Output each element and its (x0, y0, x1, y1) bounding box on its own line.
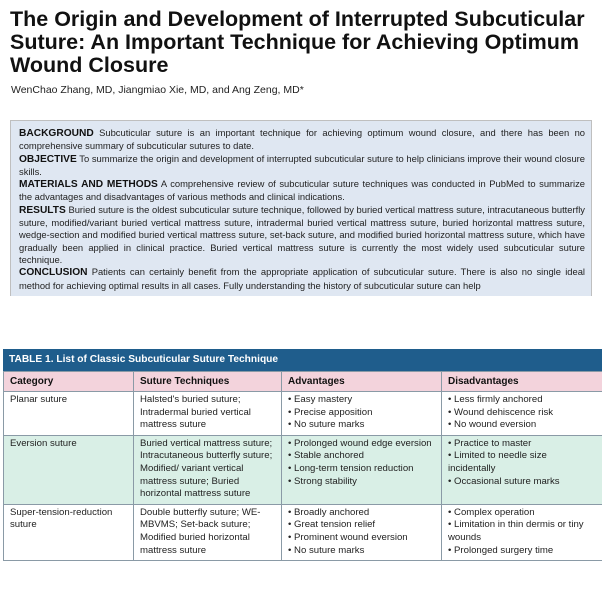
abstract-background (11, 121, 591, 153)
advantages-cell (282, 504, 442, 560)
disadvantage-item: • Occasional suture marks (448, 476, 596, 489)
advantage-item: • Easy mastery (288, 394, 435, 407)
disadvantage-item: • Complex operation (448, 507, 596, 520)
abstract-results (11, 204, 591, 266)
advantages-cell (282, 392, 442, 436)
abstract-heading: MATERIALS AND METHODS (19, 179, 158, 191)
techniques-cell: Halsted's buried suture; Intradermal buried vertical mattress suture (134, 392, 282, 436)
disadvantage-item: • No wound eversion (448, 419, 596, 432)
table-caption: TABLE 1. List of Classic Subcuticular Suture Technique (3, 349, 602, 371)
abstract-heading: CONCLUSION (19, 267, 88, 279)
abstract-text: Buried suture is the oldest subcuticular suture technique, followed by buried vertical mattress suture, intracutaneous butterfly suture, modified/variant buried vertical mattress suture, intradermal buried vertical mattress suture, buried horizontal mattress suture, wedge-section and modified buried vertical mattress suture, set-back suture, and modified buried horizontal mattress suture, which have gradually been applied in clinical practice. Buried vertical mattress suture is currently the most widely used subcuticular suture technique. (19, 203, 585, 265)
advantages-cell (282, 435, 442, 504)
table-header-row (4, 372, 603, 392)
header-category: Category (4, 372, 134, 392)
suture-technique-table (3, 371, 602, 561)
abstract-heading: RESULTS (19, 204, 66, 216)
disadvantage-item: • Wound dehiscence risk (448, 407, 596, 420)
abstract-text: A comprehensive review of subcuticular suture techniques was conducted in PubMed to summarize the advantages and disadvantages of various methods and clinical indications. (19, 178, 585, 203)
advantage-item: • Great tension relief (288, 519, 435, 532)
table-row (4, 392, 603, 436)
abstract-text: Subcuticular suture is an important technique for achieving optimum wound closure, and there has been no comprehensive summary of subcuticular sutures to date. (19, 127, 586, 152)
disadvantage-item: • Less firmly anchored (448, 394, 596, 407)
abstract-objective (11, 153, 591, 179)
abstract-conclusion (11, 266, 591, 292)
paper-title: The Origin and Development of Interrupted Subcuticular Suture: An Important Technique for Achieving Optimum Wound Closure (10, 7, 585, 77)
abstract-text: To summarize the origin and development of interrupted subcuticular suture to help clinicians improve their wound closure skills. (19, 152, 586, 177)
category-cell: Eversion suture (4, 435, 134, 504)
techniques-cell: Double butterfly suture; WE-MBVMS; Set-back suture; Modified buried horizontal mattress suture (134, 504, 282, 560)
advantage-item: • Precise apposition (288, 407, 435, 420)
category-cell: Super-tension-reduction suture (4, 504, 134, 560)
disadvantage-item: • Prolonged surgery time (448, 545, 596, 558)
advantage-item: • Stable anchored (288, 450, 435, 463)
abstract-heading: BACKGROUND (19, 128, 94, 139)
suture-table (3, 349, 602, 585)
disadvantages-cell (442, 435, 603, 504)
header-disadvantages: Disadvantages (442, 372, 603, 392)
table-row (4, 435, 603, 504)
header-techniques: Suture Techniques (134, 372, 282, 392)
advantage-item: • No suture marks (288, 545, 435, 558)
abstract-text: Patients can certainly benefit from the appropriate application of subcuticular suture. There is also no single ideal method for achieving optimal results in all cases. Fully understanding the history of subcuticular suture can help (19, 266, 585, 291)
abstract-methods (11, 178, 591, 204)
abstract-box (10, 120, 592, 296)
disadvantages-cell (442, 392, 603, 436)
disadvantages-cell (442, 504, 603, 560)
abstract-heading: OBJECTIVE (19, 153, 77, 165)
techniques-cell: Buried vertical mattress suture; Intracutaneous butterfly suture; Modified/ variant vertical mattress suture; Buried horizontal mattress suture (134, 435, 282, 504)
table-row (4, 504, 603, 560)
disadvantage-item: • Practice to master (448, 438, 596, 451)
advantage-item: • Prolonged wound edge eversion (288, 438, 435, 451)
author-list: WenChao Zhang, MD, Jiangmiao Xie, MD, and Ang Zeng, MD* (11, 84, 304, 96)
advantage-item: • Broadly anchored (288, 507, 435, 520)
advantage-item: • Prominent wound eversion (288, 532, 435, 545)
advantage-item: • No suture marks (288, 419, 435, 432)
disadvantage-item: • Limitation in thin dermis or tiny wounds (448, 519, 596, 544)
category-cell: Planar suture (4, 392, 134, 436)
advantage-item: • Long-term tension reduction (288, 463, 435, 476)
disadvantage-item: • Limited to needle size incidentally (448, 450, 596, 475)
header-advantages: Advantages (282, 372, 442, 392)
advantage-item: • Strong stability (288, 476, 435, 489)
